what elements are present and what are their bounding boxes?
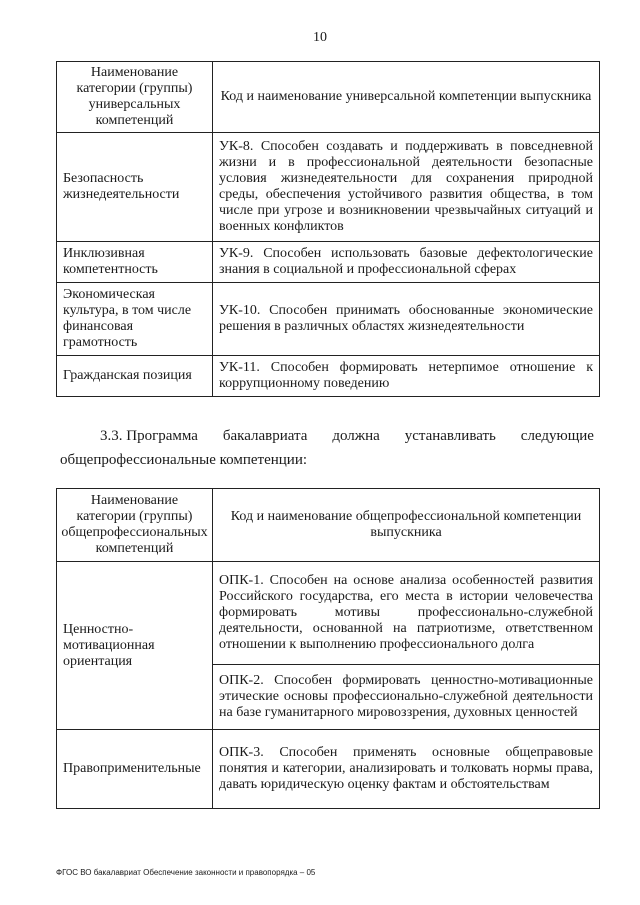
paragraph-line-2: общепрофессиональные компетенции: (60, 452, 308, 468)
table-row (57, 283, 600, 356)
table-header-row (57, 489, 600, 562)
table-row (57, 356, 600, 397)
page-number: 10 (313, 30, 327, 45)
table-row (57, 730, 600, 809)
paragraph-word: бакалавриата (222, 428, 308, 444)
competence-cell: УК-9. Способен использовать базовые дефектологические знания в социальной и профессиональной сферах (213, 242, 600, 283)
header-code-cell: Код и наименование общепрофессиональной компетенции выпускника (213, 489, 600, 562)
category-cell: Безопасность жизнедеятельности (57, 133, 213, 242)
table-row (57, 242, 600, 283)
general-professional-competences-table (56, 488, 600, 809)
paragraph-word: следующие (520, 428, 594, 444)
category-cell: Ценностно-мотивационная ориентация (57, 562, 213, 730)
header-category-cell: Наименование категории (группы) общепрофессиональных компетенций (57, 489, 213, 562)
paragraph-word: 3.3. Программа (100, 428, 198, 444)
table-header-row (57, 62, 600, 133)
paragraph-word: должна (332, 428, 380, 444)
category-cell: Инклюзивная компетентность (57, 242, 213, 283)
paragraph-word: устанавливать (404, 428, 496, 444)
category-cell: Правоприменительные (57, 730, 213, 809)
category-cell: Гражданская позиция (57, 356, 213, 397)
header-category-cell: Наименование категории (группы) универсальных компетенций (57, 62, 213, 133)
competence-cell: УК-8. Способен создавать и поддерживать в повседневной жизни и в профессиональной деятельности безопасные условия жизнедеятельности для сохранения природной среды, обеспечения устойчивого развития общества, в том числе при угрозе и возникновении чрезвычайных ситуаций и военных конфликтов (213, 133, 600, 242)
competence-cell: ОПК-3. Способен применять основные общеправовые понятия и категории, анализировать и толковать нормы права, давать юридическую оценку фактам и обстоятельствам (213, 730, 600, 809)
competence-cell: УК-11. Способен формировать нетерпимое отношение к коррупционному поведению (213, 356, 600, 397)
table-row (57, 133, 600, 242)
category-cell: Экономическая культура, в том числе финансовая грамотность (57, 283, 213, 356)
header-code-cell: Код и наименование универсальной компетенции выпускника (213, 62, 600, 133)
universal-competences-table (56, 61, 600, 397)
competence-cell: ОПК-1. Способен на основе анализа особенностей развития Российского государства, его места в истории человечества формировать мотивы профессионально-служебной деятельности, основанной на патриотизме, ответственном отношении к выполнению профессионального долга (213, 562, 600, 665)
competence-cell: УК-10. Способен принимать обоснованные экономические решения в различных областях жизнедеятельности (213, 283, 600, 356)
footer: ФГОС ВО бакалавриат Обеспечение законности и правопорядка – 05 (56, 868, 316, 877)
table-row (57, 562, 600, 665)
competence-cell: ОПК-2. Способен формировать ценностно-мотивационные этические основы профессионально-служебной деятельности на базе гуманитарного мировоззрения, духовных ценностей (213, 665, 600, 730)
